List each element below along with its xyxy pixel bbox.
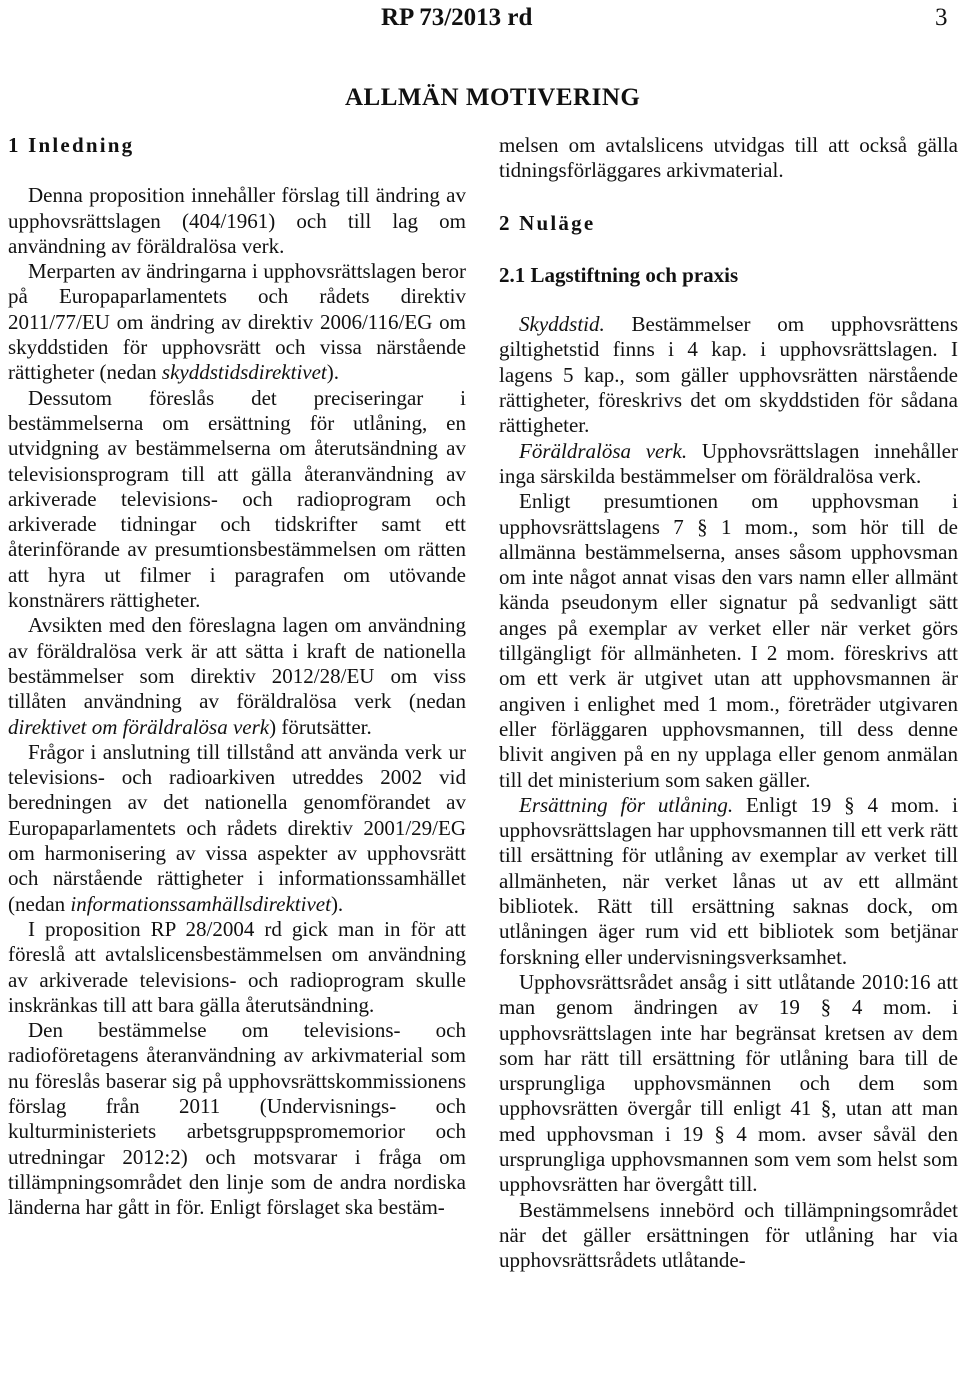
document-id: RP 73/2013 rd [381, 4, 533, 31]
paragraph: Upphovsrättsrådet ansåg i sitt utlåtande 2010:16 att man genom ändringen av 19 § 4 mom. i upphovsrättslagen inte har begränsat kretsen av dem som har rätt till ersättning för utlåning bara till de ursprungliga upphovsmännen och dem som upphovsrätten övergår till enligt 41 §, utan att man med upphovsman i 19 § 4 mom. avser såväl den ursprungliga upphovsmannen som vem som helst som upphovsrätten har övergått till. [499, 969, 958, 1197]
paragraph: Denna proposition innehåller förslag till ändring av upphovsrättslagen (404/1961) och till lag om användning av föräldralösa verk. [8, 183, 466, 258]
heading-nulage: 2 Nuläge [499, 210, 596, 235]
paragraph: melsen om avtalslicens utvidgas till att också gälla tidningsförläggares arkivmaterial. [499, 133, 958, 183]
paragraph: Frågor i anslutning till tillstånd att använda verk ur televisions- och radioarkiven utreddes 2002 vid beredningen av det nationella genomförandet av Europaparlamentets och rådets direktiv 2001/29/EG om harmonisering av vissa aspekter av upphovsrätt och närstående rättigheter i informationssamhället (nedan informationssamhällsdirektivet). [8, 739, 466, 916]
left-column [8, 133, 466, 1220]
paragraph: I proposition RP 28/2004 rd gick man in för att föreslå att avtalslicensbestämmelsen om användning av arkiverade televisions- och radioprogram skulle inskränkas till att bara gälla återutsändning. [8, 916, 466, 1017]
paragraph: Ersättning för utlåning. Enligt 19 § 4 mom. i upphovsrättslagen har upphovsmannen till ett verk rätt till ersättning för utlåning av exemplar av verket till allmänheten, när verket lånas ut av ett allmänt bibliotek. Rätt till ersättning saknas dock, om utlåningen äger rum vid ett bibliotek som betjänar forskning eller undervisningsverksamhet. [499, 792, 958, 969]
page-number: 3 [935, 4, 948, 31]
paragraph: Den bestämmelse om televisions- och radioföretagens återanvändning av arkivmaterial som nu föreslås baserar sig på upphovsrättskommissionens förslag från 2011 (Undervisnings- och kulturministeriets arbetsgruppspromemorior och utredningar 2012:2) och motsvarar i fråga om tillämpningsområdet den linje som de andra nordiska länderna har gått in för. Enligt förslaget ska bestäm- [8, 1018, 466, 1220]
paragraph: Merparten av ändringarna i upphovsrättslagen beror på Europaparlamentets och rådets direktiv 2011/77/EU om ändring av direktiv 2006/116/EG om skyddstiden för upphovsrätt och vissa närstående rättigheter (nedan skyddstidsdirektivet). [8, 259, 466, 385]
heading-inledning: 1 Inledning [8, 133, 135, 157]
term-italic: direktivet om föräldralösa verk [8, 714, 270, 739]
running-header [0, 0, 960, 40]
paragraph: Dessutom föreslås det preciseringar i bestämmelserna om ersättning för utlåning, en utvidgning av bestämmelserna om återutsändning av televisionsprogram till att gälla återanvändning av arkiverade televisions- och radioprogram och arkiverade tidningar och tidskrifter samt ett återinförande av presumtionsbestämmelsen om rätten att hyra ut filmer i paragrafen om utövande konstnärers rättigheter. [8, 385, 466, 613]
section-title: ALLMÄN MOTIVERING [345, 84, 641, 111]
term-italic: Skyddstid. [519, 312, 605, 337]
term-italic: informationssamhällsdirektivet [70, 891, 331, 916]
paragraph: Avsikten med den föreslagna lagen om användning av föräldralösa verk är att sätta i kraft de nationella bestämmelser som direktiv 2012/28/EU om viss tillåten användning av föräldralösa verk (nedan direktivet om föräldralösa verk) förutsätter. [8, 613, 466, 739]
term-italic: Föräldralösa verk. [519, 438, 688, 463]
term-italic: skyddstidsdirektivet [161, 360, 327, 385]
paragraph: Enligt presumtionen om upphovsman i upphovsrättslagens 7 § 1 mom., som hör till de allmänna bestämmelserna, anses såsom upphovsman om inte något annat visas den vars namn eller allmänt kända pseudonym eller signatur på sedvanligt sätt anges på exemplar av verket eller när verket görs tillgängligt för allmänheten. I 2 mom. föreskrivs att om ett verk är utgivet utan att upphovsmannen är angiven i enlighet med 1 mom., företräder utgivaren eller förläggaren upphovsmannen, till dess denne blivit angiven på en ny upplaga eller genom anmälan till det ministerium som saken gäller. [499, 489, 958, 792]
right-column [499, 133, 958, 1273]
subheading-lagstiftning: 2.1 Lagstiftning och praxis [499, 262, 739, 287]
paragraph: Skyddstid. Bestämmelser om upphovsrättens giltighetstid finns i 4 kap. i upphovsrättslagen. I lagens 5 kap., som gäller upphovsrätten närstående rättigheter, föreskrivs det om skyddstiden för sådana rättigheter. [499, 312, 958, 438]
paragraph: Föräldralösa verk. Upphovsrättslagen innehåller inga särskilda bestämmelser om föräldralösa verk. [499, 438, 958, 488]
paragraph: Bestämmelsens innebörd och tillämpningsområdet när det gäller ersättningen för utlåning har via upphovsrättsrådets utlåtande- [499, 1197, 958, 1273]
term-italic: Ersättning för utlåning. [519, 792, 734, 817]
